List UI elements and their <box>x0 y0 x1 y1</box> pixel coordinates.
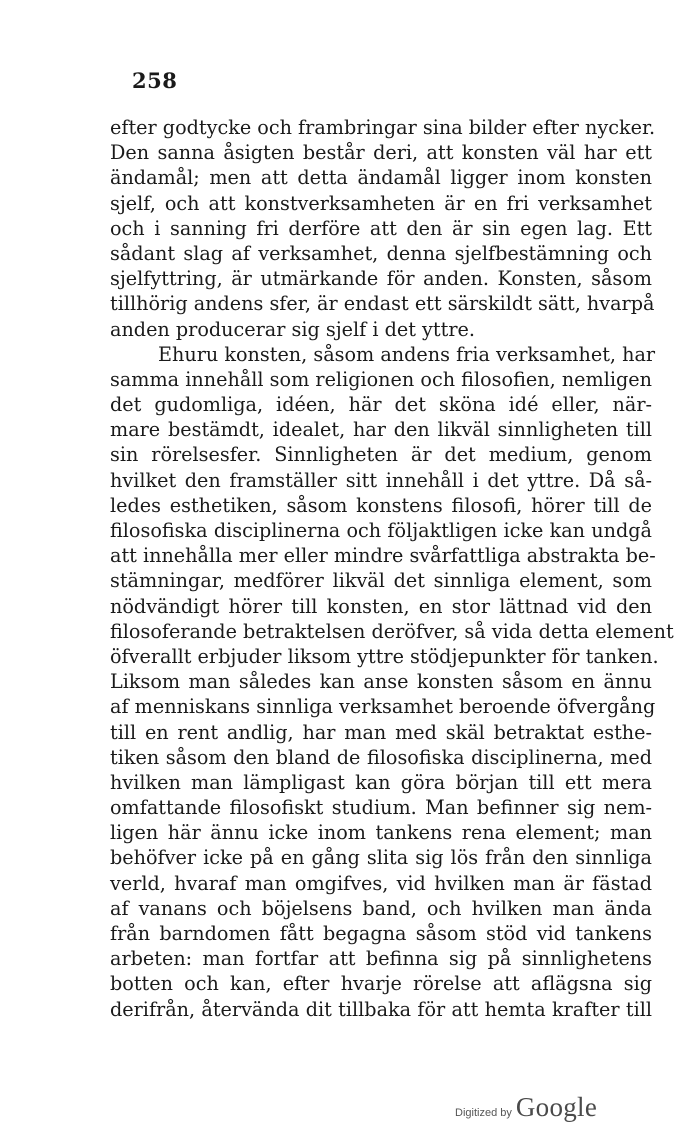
text-line: sjelf, och att konstverksamheten är en fri verksamhet <box>110 191 652 215</box>
text-line: hvilken man lämpligast kan göra början till ett mera <box>110 770 652 794</box>
text-line: behöfver icke på en gång slita sig lös från den sinnliga <box>110 846 652 870</box>
text-line: ledes esthetiken, såsom konstens filosofi, hörer till de <box>110 493 652 517</box>
text-line: ligen här ännu icke inom tankens rena element; man <box>110 821 652 845</box>
text-line: det gudomliga, idéen, här det sköna idé eller, när- <box>110 393 652 417</box>
text-line: anden producerar sig sjelf i det yttre. <box>110 317 475 341</box>
text-line: omfattande filosofiskt studium. Man befinner sig nem- <box>110 796 652 820</box>
watermark-prefix: Digitized by <box>455 1107 512 1119</box>
text-line: derifrån, återvända dit tillbaka för att hemta krafter till <box>110 997 652 1021</box>
text-line: af menniskans sinnliga verksamhet beroende öfvergång <box>110 695 656 719</box>
body-text <box>110 115 674 1022</box>
text-line: arbeten: man fortfar att befinna sig på sinnlighetens <box>110 947 652 971</box>
text-line: hvilket den framställer sitt innehåll i det yttre. Då så- <box>110 468 652 492</box>
google-logo: Google <box>515 1092 598 1122</box>
text-line: sådant slag af verksamhet, denna sjelfbestämning och <box>110 241 652 265</box>
text-line: tillhörig andens sfer, är endast ett särskildt sätt, hvarpå <box>110 292 655 316</box>
text-line: mare bestämdt, idealet, har den likväl sinnligheten till <box>110 418 652 442</box>
digitized-watermark <box>455 1092 597 1132</box>
text-line: öfverallt erbjuder liksom yttre stödjepunkter för tanken. <box>110 644 659 668</box>
text-line: verld, hvaraf man omgifves, vid hvilken man är fästad <box>110 871 652 895</box>
page-number: 258 <box>132 68 178 93</box>
text-line: och i sanning fri derföre att den är sin egen lag. Ett <box>110 216 652 240</box>
text-line: samma innehåll som religionen och filosofien, nemligen <box>110 367 652 391</box>
text-line: af vanans och böjelsens band, och hvilken man ända <box>110 896 652 920</box>
text-line: filosofiska disciplinerna och följaktligen icke kan undgå <box>110 519 652 542</box>
text-line: Den sanna åsigten består deri, att konsten väl har ett <box>110 141 652 165</box>
text-line: stämningar, medförer likväl det sinnliga element, som <box>110 569 652 593</box>
text-line: från barndomen fått begagna såsom stöd vid tankens <box>110 922 652 945</box>
paragraph-start-line: Ehuru konsten, såsom andens fria verksamhet, har <box>158 342 656 366</box>
text-line: ändamål; men att detta ändamål ligger inom konsten <box>110 166 652 190</box>
text-line: nödvändigt hörer till konsten, en stor lättnad vid den <box>110 594 652 618</box>
text-line: efter godtycke och frambringar sina bilder efter nycker. <box>110 116 656 139</box>
text-line: sin rörelsesfer. Sinnligheten är det medium, genom <box>110 443 652 467</box>
text-line: sjelfyttring, är utmärkande för anden. Konsten, såsom <box>110 267 652 291</box>
text-line: Liksom man således kan anse konsten såsom en ännu <box>110 670 652 694</box>
text-line: tiken såsom den bland de filosofiska disciplinerna, med <box>110 745 652 769</box>
text-line: filosoferande betraktelsen deröfver, så vida detta element <box>110 619 674 643</box>
text-line: att innehålla mer eller mindre svårfattliga abstrakta be- <box>110 544 656 568</box>
text-line: till en rent andlig, har man med skäl betraktat esthe- <box>110 720 652 744</box>
text-line: botten och kan, efter hvarje rörelse att aflägsna sig <box>110 972 652 996</box>
